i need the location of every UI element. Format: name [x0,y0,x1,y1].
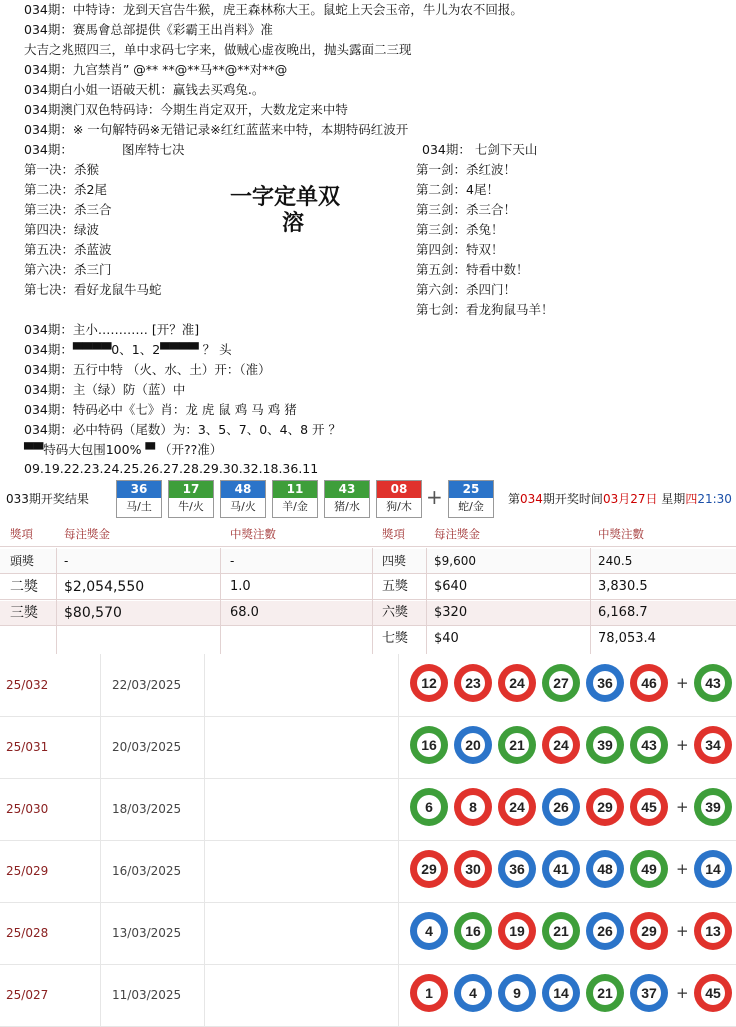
ball-number: 39 [593,733,617,757]
left-item: 第七决：看好龙鼠牛马蛇 [24,282,162,297]
prize-name: 五獎 [382,579,409,594]
lower-line: 034期：必中特码（尾数）为：3、5、7、0、4、8 开 ？ [24,422,342,437]
ball-number: 21 [549,919,573,943]
number-list: 09.19.22.23.24.25.26.27.28.29.30.32.18.36.11 [24,461,319,476]
history-row [0,964,736,1027]
result-ball-zodiac: 牛/火 [178,500,204,513]
result-ball-zodiac: 猪/水 [334,500,360,513]
verse-line-6: 034期澳门双色特码诗：今期生肖定双开，大数龙定来中特 [24,102,348,117]
result-ball-zodiac: 羊/金 [282,500,308,513]
left-head-title: 图库特七决 [122,142,185,157]
table-divider [220,548,221,654]
special-ball-number: 25 [449,481,493,498]
ball-number: 43 [637,733,661,757]
result-bar [6,480,736,518]
column-divider [204,840,205,902]
result-ball [168,480,214,518]
ball-number: 37 [637,981,661,1005]
table-divider [372,548,373,654]
draw-id: 25/030 [6,802,49,816]
verse-line-4: 034期：九宫禁肖” @** **@**马**@**对**@ [24,62,288,77]
table-divider [590,548,591,654]
lottery-ball [586,726,624,764]
prize-table [0,522,736,654]
verse-line-2: 034期：赛馬會总部提供《彩霸王出肖料》准 [24,22,273,37]
info-date: 03月27日 [602,492,658,506]
column-divider [398,716,399,778]
special-ball [448,480,494,518]
lottery-ball [542,726,580,764]
lottery-ball [498,664,536,702]
verse-line-5: 034期白小姐一语破天机：赢钱去买鸡兔.。 [24,82,265,97]
special-lottery-ball [694,912,732,950]
column-divider [398,840,399,902]
column-divider [398,902,399,964]
prize-row [0,627,736,651]
lower-line: 034期：主（绿）防（蓝）中 [24,382,186,397]
lottery-ball [630,912,668,950]
prize-name: 三獎 [10,605,38,621]
result-ball [220,480,266,518]
lottery-ball [542,788,580,826]
prize-count: 3,830.5 [598,579,648,594]
header-cell: 獎項 [382,527,405,541]
ball-number: 12 [417,671,441,695]
ball-number: 24 [505,671,529,695]
history-row [0,654,736,717]
lottery-ball [586,850,624,888]
column-divider [398,778,399,840]
plus-sign: + [676,984,689,1002]
special-lottery-ball [694,726,732,764]
ball-number: 27 [549,671,573,695]
draw-date: 22/03/2025 [112,678,182,692]
column-divider [204,778,205,840]
ball-number: 21 [505,733,529,757]
lottery-ball [498,912,536,950]
column-divider [100,716,101,778]
header-cell: 獎項 [10,527,33,541]
history-row [0,840,736,903]
result-ball-zodiac: 狗/木 [386,500,412,513]
lottery-ball [498,788,536,826]
left-item: 第三决：杀三合 [24,202,112,217]
ball-number: 16 [417,733,441,757]
right-item: 第五剑：特看中数！ [416,262,529,277]
result-ball-number: 08 [377,481,421,498]
special-lottery-ball [694,664,732,702]
left-head-period: 034期： [24,142,73,157]
prize-amount: $320 [434,605,468,620]
prize-count: 240.5 [598,554,633,568]
lottery-ball [630,974,668,1012]
result-ball [272,480,318,518]
draw-date: 20/03/2025 [112,740,182,754]
lottery-ball [542,664,580,702]
prize-row [0,549,736,574]
lottery-ball [410,850,448,888]
ball-number: 36 [593,671,617,695]
plus-sign: + [676,860,689,878]
right-item: 第六剑：杀四门！ [416,282,517,297]
header-cell: 每注獎金 [64,527,110,541]
draw-id: 25/032 [6,678,49,692]
draw-date: 18/03/2025 [112,802,182,816]
lottery-ball [410,726,448,764]
left-item: 第五决：杀蓝波 [24,242,112,257]
info-time: 21:30 [697,492,732,506]
prize-count: 68.0 [230,605,259,620]
prize-name: 四獎 [382,554,407,568]
result-ball-number: 11 [273,481,317,498]
ball-number: 9 [505,981,529,1005]
result-ball-number: 43 [325,481,369,498]
lottery-ball [630,850,668,888]
ball-number: 36 [505,857,529,881]
result-ball [376,480,422,518]
ball-number: 16 [461,919,485,943]
result-ball [324,480,370,518]
plus-sign: + [676,736,689,754]
header-cell: 每注獎金 [434,527,480,541]
verse-line-3: 大吉之兆照四三，单中求码七字来，做贼心虚夜晚出，抛头露面二三现 [24,42,412,57]
ball-number: 14 [701,857,725,881]
ball-number: 8 [461,795,485,819]
left-item: 第四决：绿波 [24,222,100,237]
prize-name: 六獎 [382,605,409,620]
prize-amount: $80,570 [64,605,122,621]
draw-id: 25/031 [6,740,49,754]
next-draw-info [508,490,732,507]
table-divider [426,548,427,654]
prize-amount: $9,600 [434,554,476,568]
result-ball-number: 17 [169,481,213,498]
ball-number: 41 [549,857,573,881]
column-divider [100,778,101,840]
right-head: 034期： 七剑下天山 [422,142,538,157]
ball-number: 30 [461,857,485,881]
ball-number: 39 [701,795,725,819]
lower-line: 034期：▀▀▀▀0、1、2▀▀▀▀ ？ 头 [24,342,232,357]
ball-number: 4 [461,981,485,1005]
info-prefix: 第 [508,492,521,506]
plus-sign: + [426,485,443,509]
info-weekday-prefix: 星期 [657,492,686,506]
column-divider [100,654,101,716]
right-item: 第四剑：特双！ [416,242,504,257]
history-row [0,716,736,779]
lower-line: 034期：主小………… [开？准] [24,322,200,337]
plus-sign: + [676,674,689,692]
history-row [0,902,736,965]
lottery-ball [630,788,668,826]
lottery-ball [498,974,536,1012]
result-label: 033期开奖结果 [6,492,89,506]
verse-line-1: 034期：中特诗：龙到天宫告牛猴，虎王森林称大王。鼠蛇上天会玉帝，牛儿为农不回报。 [24,2,523,17]
result-ball-number: 36 [117,481,161,498]
draw-id: 25/027 [6,988,49,1002]
ball-number: 24 [549,733,573,757]
lottery-ball [586,788,624,826]
lottery-ball [586,974,624,1012]
lottery-ball [586,912,624,950]
prize-count: 78,053.4 [598,631,656,646]
ball-number: 21 [593,981,617,1005]
left-item: 第二决：杀2尾 [24,182,107,197]
special-ball-zodiac: 蛇/金 [458,500,484,513]
ball-number: 19 [505,919,529,943]
right-item: 第一剑：杀红波！ [416,162,517,177]
column-divider [204,716,205,778]
right-item: 第三剑：杀三合！ [416,202,517,217]
lottery-ball [542,912,580,950]
column-divider [100,840,101,902]
ball-number: 29 [637,919,661,943]
lottery-ball [454,664,492,702]
right-item: 第七剑：看龙狗鼠马羊！ [416,302,554,317]
lottery-ball [542,850,580,888]
lottery-ball [586,664,624,702]
result-ball-zodiac: 马/土 [126,500,152,513]
lottery-ball [410,974,448,1012]
ball-number: 43 [701,671,725,695]
draw-date: 13/03/2025 [112,926,182,940]
lottery-ball [410,664,448,702]
header-cell: 中獎注數 [598,527,644,541]
left-item: 第一决：杀猴 [24,162,100,177]
ball-number: 1 [417,981,441,1005]
lottery-ball [410,912,448,950]
info-weekday: 四 [685,492,698,506]
draw-date: 16/03/2025 [112,864,182,878]
table-divider [56,548,57,654]
ball-number: 48 [593,857,617,881]
lottery-ball [630,664,668,702]
prize-amount: $2,054,550 [64,579,145,595]
ball-number: 45 [701,981,725,1005]
ball-number: 6 [417,795,441,819]
special-lottery-ball [694,788,732,826]
column-divider [398,654,399,716]
prize-row [0,575,736,600]
result-ball-number: 48 [221,481,265,498]
prize-count: - [230,554,235,568]
prize-amount: - [64,554,69,568]
ball-number: 29 [417,857,441,881]
header-cell: 中獎注數 [230,527,276,541]
prize-header-row [0,522,736,547]
special-lottery-ball [694,974,732,1012]
prize-amount: $40 [434,631,459,646]
ball-number: 26 [593,919,617,943]
ball-number: 4 [417,919,441,943]
lower-line: 034期：五行中特 （火、水、土）开：（准） [24,362,271,377]
column-divider [204,654,205,716]
draw-date: 11/03/2025 [112,988,182,1002]
ball-number: 23 [461,671,485,695]
plus-sign: + [676,798,689,816]
lottery-ball [454,788,492,826]
right-item: 第三剑：杀兔！ [416,222,504,237]
lottery-ball [454,912,492,950]
prize-name: 頭獎 [10,554,35,568]
lower-line: ▀▀特码大包围100% ▀ （开??准） [24,442,223,457]
right-item: 第二剑：4尾！ [416,182,499,197]
lottery-ball [498,850,536,888]
ball-number: 20 [461,733,485,757]
ball-number: 24 [505,795,529,819]
column-divider [100,902,101,964]
ball-number: 34 [701,733,725,757]
plus-sign: + [676,922,689,940]
prize-name: 二獎 [10,579,38,595]
lottery-ball [542,974,580,1012]
verse-line-7: 034期：※ 一句解特码※无错记录※红红蓝蓝来中特，本期特码红波开 [24,122,409,137]
prize-row [0,601,736,626]
big-title: 一字定单双 [230,184,341,210]
lottery-ball [498,726,536,764]
prize-amount: $640 [434,579,468,594]
ball-number: 49 [637,857,661,881]
ball-number: 26 [549,795,573,819]
special-lottery-ball [694,850,732,888]
draw-id: 25/028 [6,926,49,940]
result-ball-zodiac: 马/火 [230,500,256,513]
left-item: 第六决：杀三门 [24,262,112,277]
lottery-ball [454,850,492,888]
lottery-ball [454,726,492,764]
big-subtitle: 溶 [282,210,305,236]
ball-number: 13 [701,919,725,943]
info-mid: 期开奖时间 [542,492,603,506]
draw-id: 25/029 [6,864,49,878]
ball-number: 45 [637,795,661,819]
ball-number: 46 [637,671,661,695]
ball-number: 29 [593,795,617,819]
ball-number: 14 [549,981,573,1005]
info-period: 034 [520,492,543,506]
lottery-ball [410,788,448,826]
history-row [0,778,736,841]
lottery-ball [454,974,492,1012]
prize-count: 6,168.7 [598,605,648,620]
result-ball [116,480,162,518]
prize-name: 七獎 [382,631,409,646]
column-divider [204,902,205,964]
prize-count: 1.0 [230,579,251,594]
lower-line: 034期：特码必中《七》肖：龙 虎 鼠 鸡 马 鸡 猪 [24,402,297,417]
lottery-ball [630,726,668,764]
